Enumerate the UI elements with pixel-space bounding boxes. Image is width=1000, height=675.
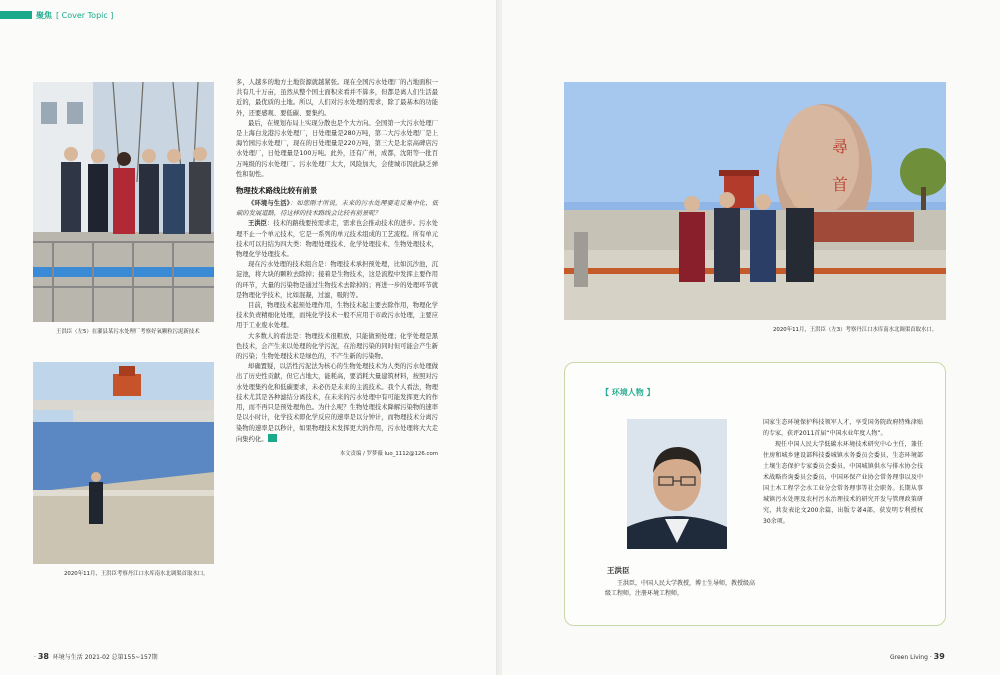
- interview-question: 《环境与生活》：如您刚才所说，未来的污水处理要走反集中化、低碳的发展道路，待这样的技术路线会比较有前景呢？: [236, 200, 438, 218]
- profile-bio-intro: 王洪臣，中国人民大学教授，博士生导师，教授级高级工程师，注册环境工程师，: [605, 580, 756, 597]
- header-column: 聚焦: [36, 10, 52, 20]
- photo-facility-visit: [33, 82, 214, 322]
- caption-reservoir: 2020年11月，王洪臣考察丹江口水库南水北调渠首取水口。: [64, 571, 209, 577]
- section-header: [0, 8, 113, 22]
- article-body: [236, 78, 438, 459]
- article-paragraph: 目前，物理技术起预处理作用，生物技术起主要去除作用，物理化学技术负责精细化处理，而纯化学技术一般不应用于市政污水处理，主要应用于工业废水处理。: [236, 302, 438, 330]
- photo-monument-group: [564, 82, 946, 320]
- caption-monument-group: 2020年11月，王洪臣（左3）考察丹江口水库南水北调渠首取水口。: [773, 327, 938, 333]
- profile-bio-paragraph: 现任中国人民大学低碳水环境技术研究中心主任，兼任住房和城乡建设部科技委城镇水务委员会委员，生态环境部土壤生态保护专家委员会委员，中国城镇供水与排水协会技术战略咨询委员会委员，中国环保产业协会常务理事以及中国土木工程学会水工业分会常务理事等社会职务。长期从事城镇污水处理及农村污水治理技术的研究开发与管理政策研究，共发表论文200余篇，出版专著4部，获发明专利授权30余项。: [763, 441, 923, 525]
- right-folio: Green Living · 39: [890, 652, 945, 661]
- left-folio: · 38 环境与生活 2021-02 总第155~157期: [34, 652, 158, 661]
- article-paragraph: 却确置疑，以活性污泥法为核心的生物处理技术为人类的污水处理做出了历史性贡献，但它占地大，能耗高，要消耗大量建筑材料，按照对污水处理集约化和低碳要求，未必仍是未来的主流技术。我个人看法，物理技术尤其是各种滤结分离技术，在未来的污水处理中有可能发挥更大的作用，而不再只是预处理角色。为什么呢？生物处理技术降解污染物的速率是以小时计，化学技术即化学反应的速率是以分钟计，而物理技术分离污染物的速率是以秒计，如果物理技术发挥更大的作用，污水处理将大大走向集约化。: [236, 363, 438, 443]
- portrait-photo: [627, 419, 727, 549]
- article-paragraph: 多，人越多的地方土地资源就越紧张。现在全国污水处理厂的占地面积一共有几十万亩，虽然从整个国土面积来看并不算多，但都是离人们生活最近的，最优质的土地。所以，人们对污水处理的需求，除了最基本的功能外，还要感观、要低碳、要集约。: [236, 79, 438, 117]
- svg-text:尋: 尋: [832, 137, 849, 156]
- caption-facility-visit: 王洪臣（左5）在灌县某污水处理厂考察好氧颗粒污泥新技术: [56, 329, 200, 335]
- svg-text:首: 首: [832, 175, 849, 194]
- section-heading: 物理技术路线比较有前景: [236, 186, 318, 196]
- profile-bio-detail: [763, 417, 923, 527]
- end-mark-icon: [268, 434, 277, 442]
- article-paragraph: 现在污水处理的技术组合是：物理技术承担预处理，比如沉沙池，沉淀池，将大块的颗粒去除掉；接着是生物技术，这是流程中发挥主要作用的环节，大量的污染物是通过生物技术去除掉的；再进一步的处理环节就是物理化学技术，比如混凝，过滤，吸附等。: [236, 261, 438, 299]
- header-accent-bar: [0, 11, 32, 19]
- editor-credit: 本文责编 / 罗梦薇 luo_1112@126.com: [339, 450, 438, 457]
- profile-name: 王洪臣: [607, 566, 630, 575]
- article-paragraph: 大多数人的看法是：物理技术很粗放，只能做预处理；化学处理是黑色技术，会产生来以处理的化学污泥，在治理污染的同时但可能会产生新的污染；生物处理技术是绿色的，不产生新的污染物。: [236, 332, 438, 361]
- profile-box-title: 【 环境人物 】: [601, 388, 655, 397]
- left-page: [0, 0, 498, 675]
- header-topic: [ Cover Topic ]: [56, 10, 114, 20]
- article-paragraph: 最后，在规划布局上实现分散也是个大方向。全国第一大污水处理厂是上海白龙港污水处理厂，日处理量是280万吨，第二大污水处理厂是上海竹园污水处理厂，现在的日处理量是220万吨，第三大是北京高碑店污水处理厂，日处理量是100万吨。此外，还有广州，成都，沈阳等一批百万吨级的污水处理厂。污水处理厂太大，风险加大，会使城市因此缺乏弹性和韧性。: [236, 119, 438, 178]
- photo-reservoir: [33, 362, 214, 564]
- profile-bio-paragraph: 国家生态环境保护科技领军人才，享受国务院政府特殊津贴的专家，获评2011首届“中国水业年度人物”。: [763, 419, 923, 437]
- profile-box: [564, 362, 946, 626]
- interview-answer: 王洪臣：技术的路线要按需求走，需求也会推动技术的进步。污水处理不止一个单元技术，它是一系列的单元技术组成的工艺流程。所有单元技术可以归结为四大类：物理处理技术、化学处理技术、生物处理技术，物理化学处理技术。: [236, 220, 439, 259]
